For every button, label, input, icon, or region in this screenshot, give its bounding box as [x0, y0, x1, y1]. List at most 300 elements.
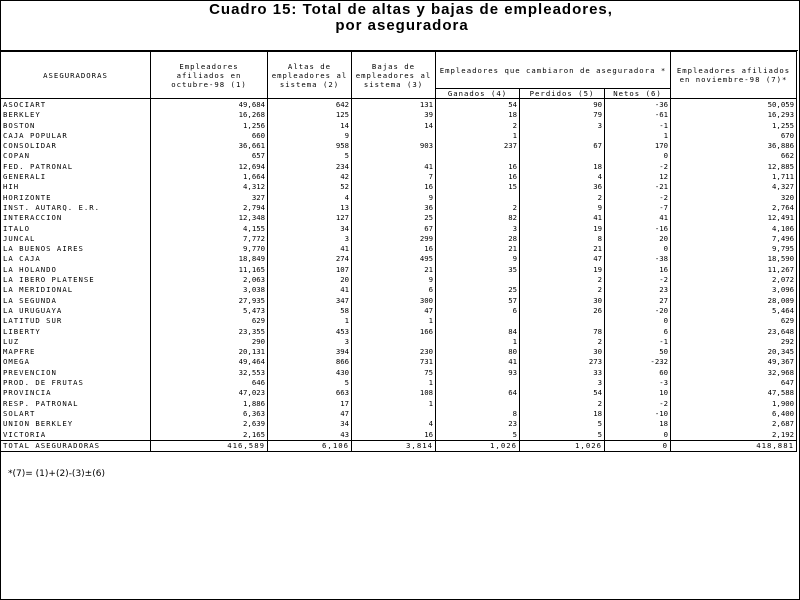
cell-bajas: [352, 409, 436, 419]
cell-aseguradora: PROD. DE FRUTAS: [1, 378, 151, 388]
cell-ganados: 5: [436, 430, 520, 441]
cell-afiliados-noviembre: 7,496: [671, 234, 797, 244]
cell-netos: -1: [605, 337, 671, 347]
cell-afiliados-noviembre: 28,009: [671, 296, 797, 306]
cell-aseguradora: LA URUGUAYA: [1, 306, 151, 316]
table-header: [1, 52, 797, 99]
cell-afiliados-noviembre: 36,886: [671, 141, 797, 151]
header-bajas: Bajas de empleadores al sistema (3): [352, 52, 436, 99]
cell-bajas: 903: [352, 141, 436, 151]
header-altas: Altas de empleadores al sistema (2): [268, 52, 352, 99]
cell-aseguradora: RESP. PATRONAL: [1, 399, 151, 409]
cell-altas: 47: [268, 409, 352, 419]
table-row: [1, 224, 797, 234]
cell-afiliados-octubre: 2,639: [151, 419, 268, 429]
cell-altas: 127: [268, 213, 352, 223]
cell-netos: -2: [605, 193, 671, 203]
cell-aseguradora: LA CAJA: [1, 254, 151, 264]
cell-bajas: 21: [352, 265, 436, 275]
cell-perdidos: 19: [520, 224, 605, 234]
table-row: [1, 99, 797, 111]
cell-afiliados-octubre: 6,363: [151, 409, 268, 419]
cell-aseguradora: ITALO: [1, 224, 151, 234]
cell-netos: 0: [605, 244, 671, 254]
cell-altas: 42: [268, 172, 352, 182]
header-ganados: Ganados (4): [436, 89, 520, 99]
table-row: [1, 296, 797, 306]
cell-aseguradora: GENERALI: [1, 172, 151, 182]
cell-altas: 394: [268, 347, 352, 357]
table-row: [1, 172, 797, 182]
cell-altas: 41: [268, 244, 352, 254]
cell-perdidos: 78: [520, 327, 605, 337]
cell-netos: 27: [605, 296, 671, 306]
cell-netos: -2: [605, 275, 671, 285]
cell-afiliados-octubre: 16,268: [151, 110, 268, 120]
table-row: [1, 193, 797, 203]
table-row: [1, 131, 797, 141]
cell-afiliados-octubre: 32,553: [151, 368, 268, 378]
cell-bajas: 75: [352, 368, 436, 378]
cell-afiliados-noviembre: 320: [671, 193, 797, 203]
cell-afiliados-octubre: 660: [151, 131, 268, 141]
table-row: [1, 265, 797, 275]
cell-aseguradora: HIH: [1, 182, 151, 192]
cell-afiliados-noviembre: 2,192: [671, 430, 797, 441]
table-row: [1, 162, 797, 172]
cell-bajas: 3,814: [352, 440, 436, 451]
cell-afiliados-noviembre: 1,900: [671, 399, 797, 409]
cell-netos: -232: [605, 357, 671, 367]
cell-aseguradora: CAJA POPULAR: [1, 131, 151, 141]
cell-aseguradora: LA MERIDIONAL: [1, 285, 151, 295]
cell-ganados: 1,026: [436, 440, 520, 451]
cell-ganados: 21: [436, 244, 520, 254]
cell-altas: 430: [268, 368, 352, 378]
cell-bajas: 6: [352, 285, 436, 295]
table-row: [1, 182, 797, 192]
cell-bajas: 67: [352, 224, 436, 234]
cell-aseguradora: SOLART: [1, 409, 151, 419]
cell-perdidos: 4: [520, 172, 605, 182]
cell-aseguradora: LA IBERO PLATENSE: [1, 275, 151, 285]
cell-altas: 125: [268, 110, 352, 120]
cell-ganados: 35: [436, 265, 520, 275]
total-row: [1, 440, 797, 451]
cell-ganados: 16: [436, 172, 520, 182]
cell-bajas: 16: [352, 182, 436, 192]
cell-perdidos: 5: [520, 430, 605, 441]
cell-afiliados-octubre: 4,312: [151, 182, 268, 192]
table-row: [1, 327, 797, 337]
cell-afiliados-octubre: 9,770: [151, 244, 268, 254]
cell-netos: -38: [605, 254, 671, 264]
cell-afiliados-noviembre: 629: [671, 316, 797, 326]
cell-afiliados-noviembre: 12,885: [671, 162, 797, 172]
cell-afiliados-octubre: 3,038: [151, 285, 268, 295]
cell-altas: 347: [268, 296, 352, 306]
cell-netos: -36: [605, 99, 671, 111]
cell-netos: -2: [605, 162, 671, 172]
cell-altas: 663: [268, 388, 352, 398]
cell-ganados: 41: [436, 357, 520, 367]
cell-afiliados-noviembre: 1,711: [671, 172, 797, 182]
cell-afiliados-octubre: 2,063: [151, 275, 268, 285]
cell-altas: 6,106: [268, 440, 352, 451]
table-row: [1, 316, 797, 326]
cell-afiliados-noviembre: 18,590: [671, 254, 797, 264]
cell-bajas: 495: [352, 254, 436, 264]
cell-ganados: 9: [436, 254, 520, 264]
cell-ganados: [436, 151, 520, 161]
cell-afiliados-octubre: 20,131: [151, 347, 268, 357]
table-row: [1, 203, 797, 213]
cell-perdidos: 5: [520, 419, 605, 429]
cell-bajas: 14: [352, 121, 436, 131]
cell-ganados: 15: [436, 182, 520, 192]
cell-perdidos: 33: [520, 368, 605, 378]
cell-perdidos: 36: [520, 182, 605, 192]
table-row: [1, 275, 797, 285]
cell-perdidos: 273: [520, 357, 605, 367]
cell-ganados: 8: [436, 409, 520, 419]
cell-bajas: 16: [352, 244, 436, 254]
cell-altas: 9: [268, 131, 352, 141]
table-row: [1, 357, 797, 367]
cell-perdidos: 67: [520, 141, 605, 151]
cell-bajas: [352, 337, 436, 347]
cell-afiliados-octubre: 2,165: [151, 430, 268, 441]
cell-aseguradora: COPAN: [1, 151, 151, 161]
cell-aseguradora: MAPFRE: [1, 347, 151, 357]
cell-afiliados-octubre: 4,155: [151, 224, 268, 234]
cell-perdidos: 2: [520, 285, 605, 295]
cell-bajas: 131: [352, 99, 436, 111]
cell-ganados: 1: [436, 337, 520, 347]
cell-altas: 20: [268, 275, 352, 285]
cell-afiliados-noviembre: 6,400: [671, 409, 797, 419]
table-row: [1, 347, 797, 357]
cell-afiliados-noviembre: 23,648: [671, 327, 797, 337]
cell-aseguradora: OMEGA: [1, 357, 151, 367]
table-row: [1, 399, 797, 409]
cell-aseguradora: PROVINCIA: [1, 388, 151, 398]
cell-aseguradora: INTERACCION: [1, 213, 151, 223]
cell-afiliados-octubre: 2,794: [151, 203, 268, 213]
cell-perdidos: 2: [520, 193, 605, 203]
page-title: [0, 2, 800, 34]
cell-netos: -7: [605, 203, 671, 213]
table-row: [1, 254, 797, 264]
cell-netos: 23: [605, 285, 671, 295]
cell-ganados: 57: [436, 296, 520, 306]
cell-aseguradora: LA HOLANDO: [1, 265, 151, 275]
cell-afiliados-noviembre: 47,588: [671, 388, 797, 398]
cell-afiliados-octubre: 47,023: [151, 388, 268, 398]
cell-afiliados-octubre: 7,772: [151, 234, 268, 244]
cell-ganados: [436, 378, 520, 388]
cell-netos: -16: [605, 224, 671, 234]
header-netos: Netos (6): [605, 89, 671, 99]
cell-aseguradora: JUNCAL: [1, 234, 151, 244]
cell-altas: 866: [268, 357, 352, 367]
cell-aseguradora: BERKLEY: [1, 110, 151, 120]
header-cambiaron: Empleadores que cambiaron de aseguradora *: [436, 52, 671, 89]
cell-aseguradora: FED. PATRONAL: [1, 162, 151, 172]
cell-ganados: 2: [436, 203, 520, 213]
cell-bajas: 1: [352, 378, 436, 388]
cell-bajas: 41: [352, 162, 436, 172]
cell-perdidos: 79: [520, 110, 605, 120]
cell-netos: 20: [605, 234, 671, 244]
cell-netos: 170: [605, 141, 671, 151]
cell-bajas: 166: [352, 327, 436, 337]
header-aseguradoras: ASEGURADORAS: [1, 52, 151, 99]
cell-netos: -10: [605, 409, 671, 419]
cell-bajas: 7: [352, 172, 436, 182]
cell-afiliados-noviembre: 2,687: [671, 419, 797, 429]
cell-bajas: 299: [352, 234, 436, 244]
cell-afiliados-noviembre: 12,491: [671, 213, 797, 223]
cell-netos: 10: [605, 388, 671, 398]
table-row: [1, 285, 797, 295]
cell-afiliados-octubre: 36,661: [151, 141, 268, 151]
cell-aseguradora: PREVENCION: [1, 368, 151, 378]
cell-netos: 12: [605, 172, 671, 182]
cell-ganados: 2: [436, 121, 520, 131]
cell-perdidos: 18: [520, 162, 605, 172]
cell-perdidos: 41: [520, 213, 605, 223]
cell-bajas: 300: [352, 296, 436, 306]
table-row: [1, 430, 797, 441]
cell-ganados: 3: [436, 224, 520, 234]
cell-perdidos: 3: [520, 121, 605, 131]
cell-afiliados-noviembre: 418,881: [671, 440, 797, 451]
cell-aseguradora: LA SEGUNDA: [1, 296, 151, 306]
cell-bajas: 9: [352, 275, 436, 285]
cell-perdidos: [520, 151, 605, 161]
cell-aseguradora: ASOCIART: [1, 99, 151, 111]
cell-afiliados-noviembre: 2,764: [671, 203, 797, 213]
cell-afiliados-octubre: 18,849: [151, 254, 268, 264]
cell-aseguradora: INST. AUTARQ. E.R.: [1, 203, 151, 213]
cell-afiliados-octubre: 27,935: [151, 296, 268, 306]
cell-ganados: [436, 275, 520, 285]
table-row: [1, 306, 797, 316]
table-row: [1, 141, 797, 151]
cell-aseguradora: BOSTON: [1, 121, 151, 131]
cell-altas: 5: [268, 378, 352, 388]
table-row: [1, 419, 797, 429]
cell-aseguradora: VICTORIA: [1, 430, 151, 441]
cell-perdidos: 2: [520, 399, 605, 409]
cell-ganados: 6: [436, 306, 520, 316]
cell-perdidos: 1,026: [520, 440, 605, 451]
footnote: *(7)= (1)+(2)-(3)±(6): [8, 469, 105, 479]
cell-ganados: 64: [436, 388, 520, 398]
cell-netos: -20: [605, 306, 671, 316]
cell-netos: -3: [605, 378, 671, 388]
cell-afiliados-octubre: 11,165: [151, 265, 268, 275]
cell-netos: 0: [605, 151, 671, 161]
cell-bajas: 731: [352, 357, 436, 367]
cell-afiliados-octubre: 49,464: [151, 357, 268, 367]
cell-bajas: 9: [352, 193, 436, 203]
cell-ganados: 1: [436, 131, 520, 141]
cell-bajas: 39: [352, 110, 436, 120]
cell-netos: 18: [605, 419, 671, 429]
cell-afiliados-noviembre: 292: [671, 337, 797, 347]
cell-afiliados-octubre: 23,355: [151, 327, 268, 337]
cell-bajas: 1: [352, 399, 436, 409]
cell-aseguradora: LA BUENOS AIRES: [1, 244, 151, 254]
cell-afiliados-noviembre: 50,059: [671, 99, 797, 111]
cell-altas: 52: [268, 182, 352, 192]
cell-altas: 14: [268, 121, 352, 131]
cell-altas: 41: [268, 285, 352, 295]
cell-ganados: 28: [436, 234, 520, 244]
cell-altas: 107: [268, 265, 352, 275]
cell-ganados: 16: [436, 162, 520, 172]
cell-afiliados-octubre: 646: [151, 378, 268, 388]
cell-afiliados-noviembre: 670: [671, 131, 797, 141]
cell-ganados: 84: [436, 327, 520, 337]
cell-afiliados-noviembre: 4,106: [671, 224, 797, 234]
table-row: [1, 244, 797, 254]
cell-altas: 17: [268, 399, 352, 409]
cell-afiliados-noviembre: 662: [671, 151, 797, 161]
cell-altas: 3: [268, 234, 352, 244]
cell-aseguradora: LIBERTY: [1, 327, 151, 337]
cell-afiliados-octubre: 1,886: [151, 399, 268, 409]
cell-altas: 13: [268, 203, 352, 213]
cell-ganados: 93: [436, 368, 520, 378]
table-row: [1, 110, 797, 120]
cell-altas: 58: [268, 306, 352, 316]
cell-afiliados-octubre: 49,684: [151, 99, 268, 111]
cell-bajas: 4: [352, 419, 436, 429]
cell-netos: 50: [605, 347, 671, 357]
cell-altas: 4: [268, 193, 352, 203]
table-row: [1, 121, 797, 131]
cell-altas: 274: [268, 254, 352, 264]
cell-ganados: [436, 399, 520, 409]
header-afiliados-noviembre: Empleadores afiliados en noviembre-98 (7)*: [671, 52, 797, 99]
cell-ganados: [436, 316, 520, 326]
cell-aseguradora: LATITUD SUR: [1, 316, 151, 326]
cell-altas: 453: [268, 327, 352, 337]
table-row: [1, 213, 797, 223]
cell-altas: 234: [268, 162, 352, 172]
cell-ganados: 54: [436, 99, 520, 111]
cell-netos: -61: [605, 110, 671, 120]
cell-altas: 958: [268, 141, 352, 151]
cell-perdidos: 8: [520, 234, 605, 244]
cell-afiliados-noviembre: 1,255: [671, 121, 797, 131]
cell-bajas: 47: [352, 306, 436, 316]
cell-perdidos: 30: [520, 347, 605, 357]
cell-bajas: 16: [352, 430, 436, 441]
cell-netos: 60: [605, 368, 671, 378]
table-row: [1, 151, 797, 161]
cell-ganados: 82: [436, 213, 520, 223]
cell-perdidos: 90: [520, 99, 605, 111]
cell-bajas: 1: [352, 316, 436, 326]
cell-afiliados-noviembre: 32,968: [671, 368, 797, 378]
cell-aseguradora: UNION BERKLEY: [1, 419, 151, 429]
table-row: [1, 378, 797, 388]
cell-perdidos: [520, 316, 605, 326]
cell-altas: 34: [268, 419, 352, 429]
cell-ganados: 80: [436, 347, 520, 357]
table-row: [1, 368, 797, 378]
cell-netos: -21: [605, 182, 671, 192]
cell-perdidos: 47: [520, 254, 605, 264]
cell-altas: 34: [268, 224, 352, 234]
cell-afiliados-noviembre: 2,072: [671, 275, 797, 285]
cell-bajas: 108: [352, 388, 436, 398]
cell-afiliados-octubre: 5,473: [151, 306, 268, 316]
cell-bajas: [352, 151, 436, 161]
cell-afiliados-octubre: 12,348: [151, 213, 268, 223]
cell-perdidos: 19: [520, 265, 605, 275]
title-line-1: Cuadro 15: Total de altas y bajas de empleadores,: [209, 1, 613, 18]
header-afiliados-octubre: Empleadores afiliados en octubre-98 (1): [151, 52, 268, 99]
cell-aseguradora: LUZ: [1, 337, 151, 347]
cell-perdidos: 26: [520, 306, 605, 316]
title-line-2: por aseguradora: [335, 17, 469, 34]
cell-netos: -2: [605, 399, 671, 409]
cell-perdidos: 2: [520, 275, 605, 285]
cell-perdidos: 2: [520, 337, 605, 347]
cell-altas: 5: [268, 151, 352, 161]
cell-afiliados-octubre: 12,694: [151, 162, 268, 172]
cell-ganados: [436, 193, 520, 203]
cell-perdidos: [520, 131, 605, 141]
cell-afiliados-noviembre: 20,345: [671, 347, 797, 357]
cell-netos: 6: [605, 327, 671, 337]
cell-ganados: 23: [436, 419, 520, 429]
cell-afiliados-noviembre: 4,327: [671, 182, 797, 192]
cell-netos: 41: [605, 213, 671, 223]
cell-afiliados-noviembre: 9,795: [671, 244, 797, 254]
cell-aseguradora: TOTAL ASEGURADORAS: [1, 440, 151, 451]
cell-afiliados-octubre: 1,256: [151, 121, 268, 131]
cell-perdidos: 30: [520, 296, 605, 306]
cell-netos: 0: [605, 440, 671, 451]
cell-netos: 0: [605, 316, 671, 326]
cell-aseguradora: HORIZONTE: [1, 193, 151, 203]
table-body: [1, 99, 797, 452]
cell-perdidos: 3: [520, 378, 605, 388]
cell-afiliados-octubre: 416,589: [151, 440, 268, 451]
cell-perdidos: 54: [520, 388, 605, 398]
cell-afiliados-noviembre: 5,464: [671, 306, 797, 316]
cell-afiliados-octubre: 629: [151, 316, 268, 326]
cell-perdidos: 18: [520, 409, 605, 419]
cell-ganados: 25: [436, 285, 520, 295]
table-row: [1, 388, 797, 398]
cell-aseguradora: CONSOLIDAR: [1, 141, 151, 151]
cell-perdidos: 9: [520, 203, 605, 213]
cell-netos: 1: [605, 131, 671, 141]
cell-ganados: 18: [436, 110, 520, 120]
cell-netos: 16: [605, 265, 671, 275]
cell-ganados: 237: [436, 141, 520, 151]
table-row: [1, 409, 797, 419]
cell-netos: 0: [605, 430, 671, 441]
cell-altas: 642: [268, 99, 352, 111]
